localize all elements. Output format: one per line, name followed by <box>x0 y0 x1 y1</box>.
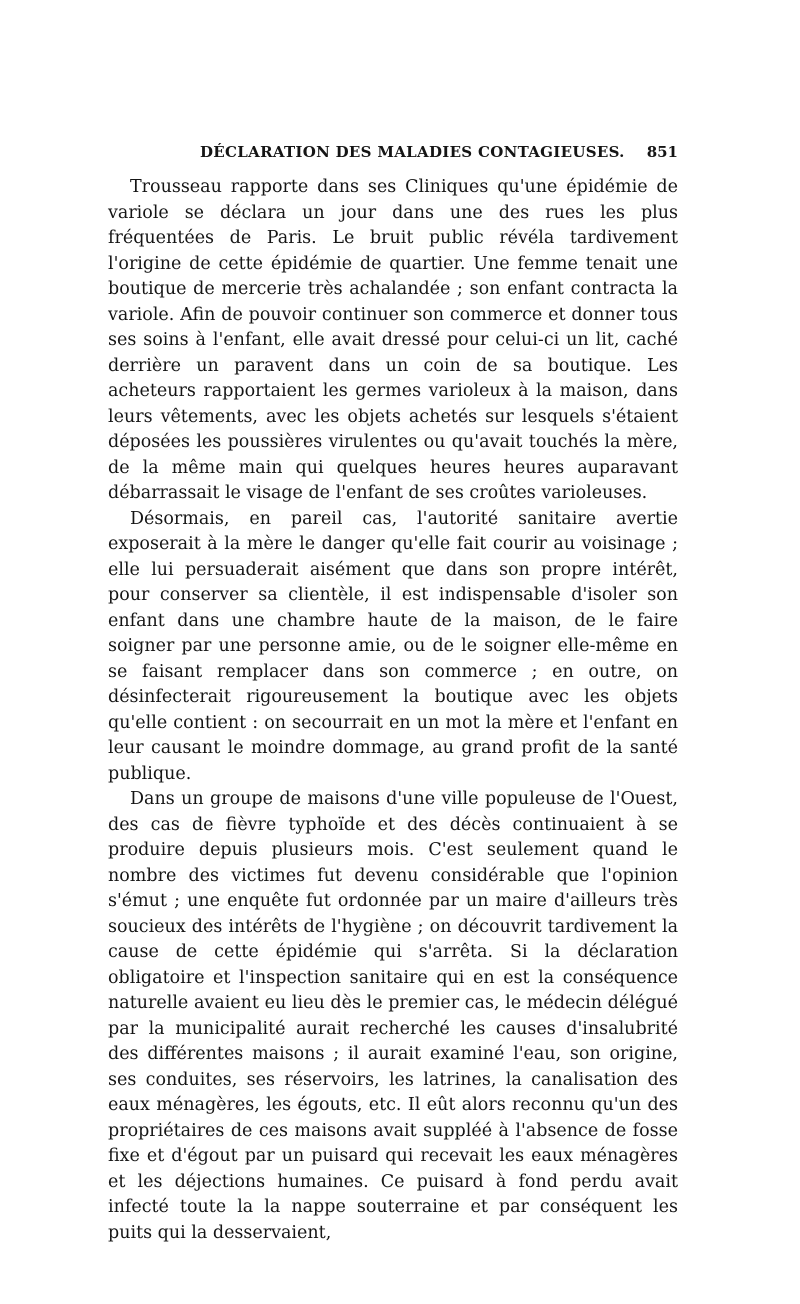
running-title: DÉCLARATION DES MALADIES CONTAGIEUSES. <box>200 143 625 161</box>
paragraph-ouest: Dans un groupe de maisons d'une ville populeuse de l'Ouest, des cas de fièvre typhoïde et des décès continuaient à se produire depuis plusieurs mois. C'est seulement quand le nombre des victimes fut devenu considérable que l'opinion s'émut ; une enquête fut ordonnée par un maire d'ailleurs très soucieux des intérêts de l'hygiène ; on découvrit tardivement la cause de cette épidémie qui s'arrêta. Si la déclaration obligatoire et l'inspection sanitaire qui en est la conséquence naturelle avaient eu lieu dès le premier cas, le médecin délégué par la municipalité aurait recherché les causes d'insalubrité des différentes maisons ; il aurait examiné l'eau, son origine, ses conduites, ses réservoirs, les latrines, la canalisation des eaux ménagères, les égouts, etc. Il eût alors reconnu qu'un des propriétaires de ces maisons avait suppléé à l'absence de fosse fixe et d'égout par un puisard qui recevait les eaux ménagères et les déjections humaines. Ce puisard à fond perdu avait infecté toute la la nappe souterraine et par conséquent les puits qui la desservaient, <box>108 789 678 1243</box>
paragraph-trousseau: Trousseau rapporte dans ses Cliniques qu'une épidémie de variole se déclara un jour dans une des rues les plus fréquentées de Paris. Le bruit public révéla tardivement l'origine de cette épidémie de quartier. Une femme tenait une boutique de mercerie très achalandée ; son enfant contracta la variole. Afin de pouvoir continuer son commerce et donner tous ses soins à l'enfant, elle avait dressé pour celui-ci un lit, caché derrière un paravent dans un coin de sa boutique. Les acheteurs rapportaient les germes varioleux à la maison, dans leurs vêtements, avec les objets achetés sur lesquels s'étaient déposées les poussières virulentes ou qu'avait touchés la mère, de la même main qui quelques heures heures auparavant débarrassait le visage de l'enfant de ses croûtes varioleuses. <box>108 177 678 503</box>
paragraph-desormais: Désormais, en pareil cas, l'autorité sanitaire avertie exposerait à la mère le danger qu'elle fait courir au voisinage ; elle lui persuaderait aisément que dans son propre intérêt, pour conserver sa clientèle, il est indispensable d'isoler son enfant dans une chambre haute de la maison, de le faire soigner par une personne amie, ou de le soigner elle-même en se faisant remplacer dans son commerce ; en outre, on désinfecterait rigoureusement la boutique avec les objets qu'elle contient : on secourrait en un mot la mère et l'enfant en leur causant le moindre dommage, au grand profit de la santé publique. <box>108 508 678 784</box>
running-header <box>108 143 678 167</box>
page-number: 851 <box>646 143 678 161</box>
body-text <box>108 175 678 1246</box>
